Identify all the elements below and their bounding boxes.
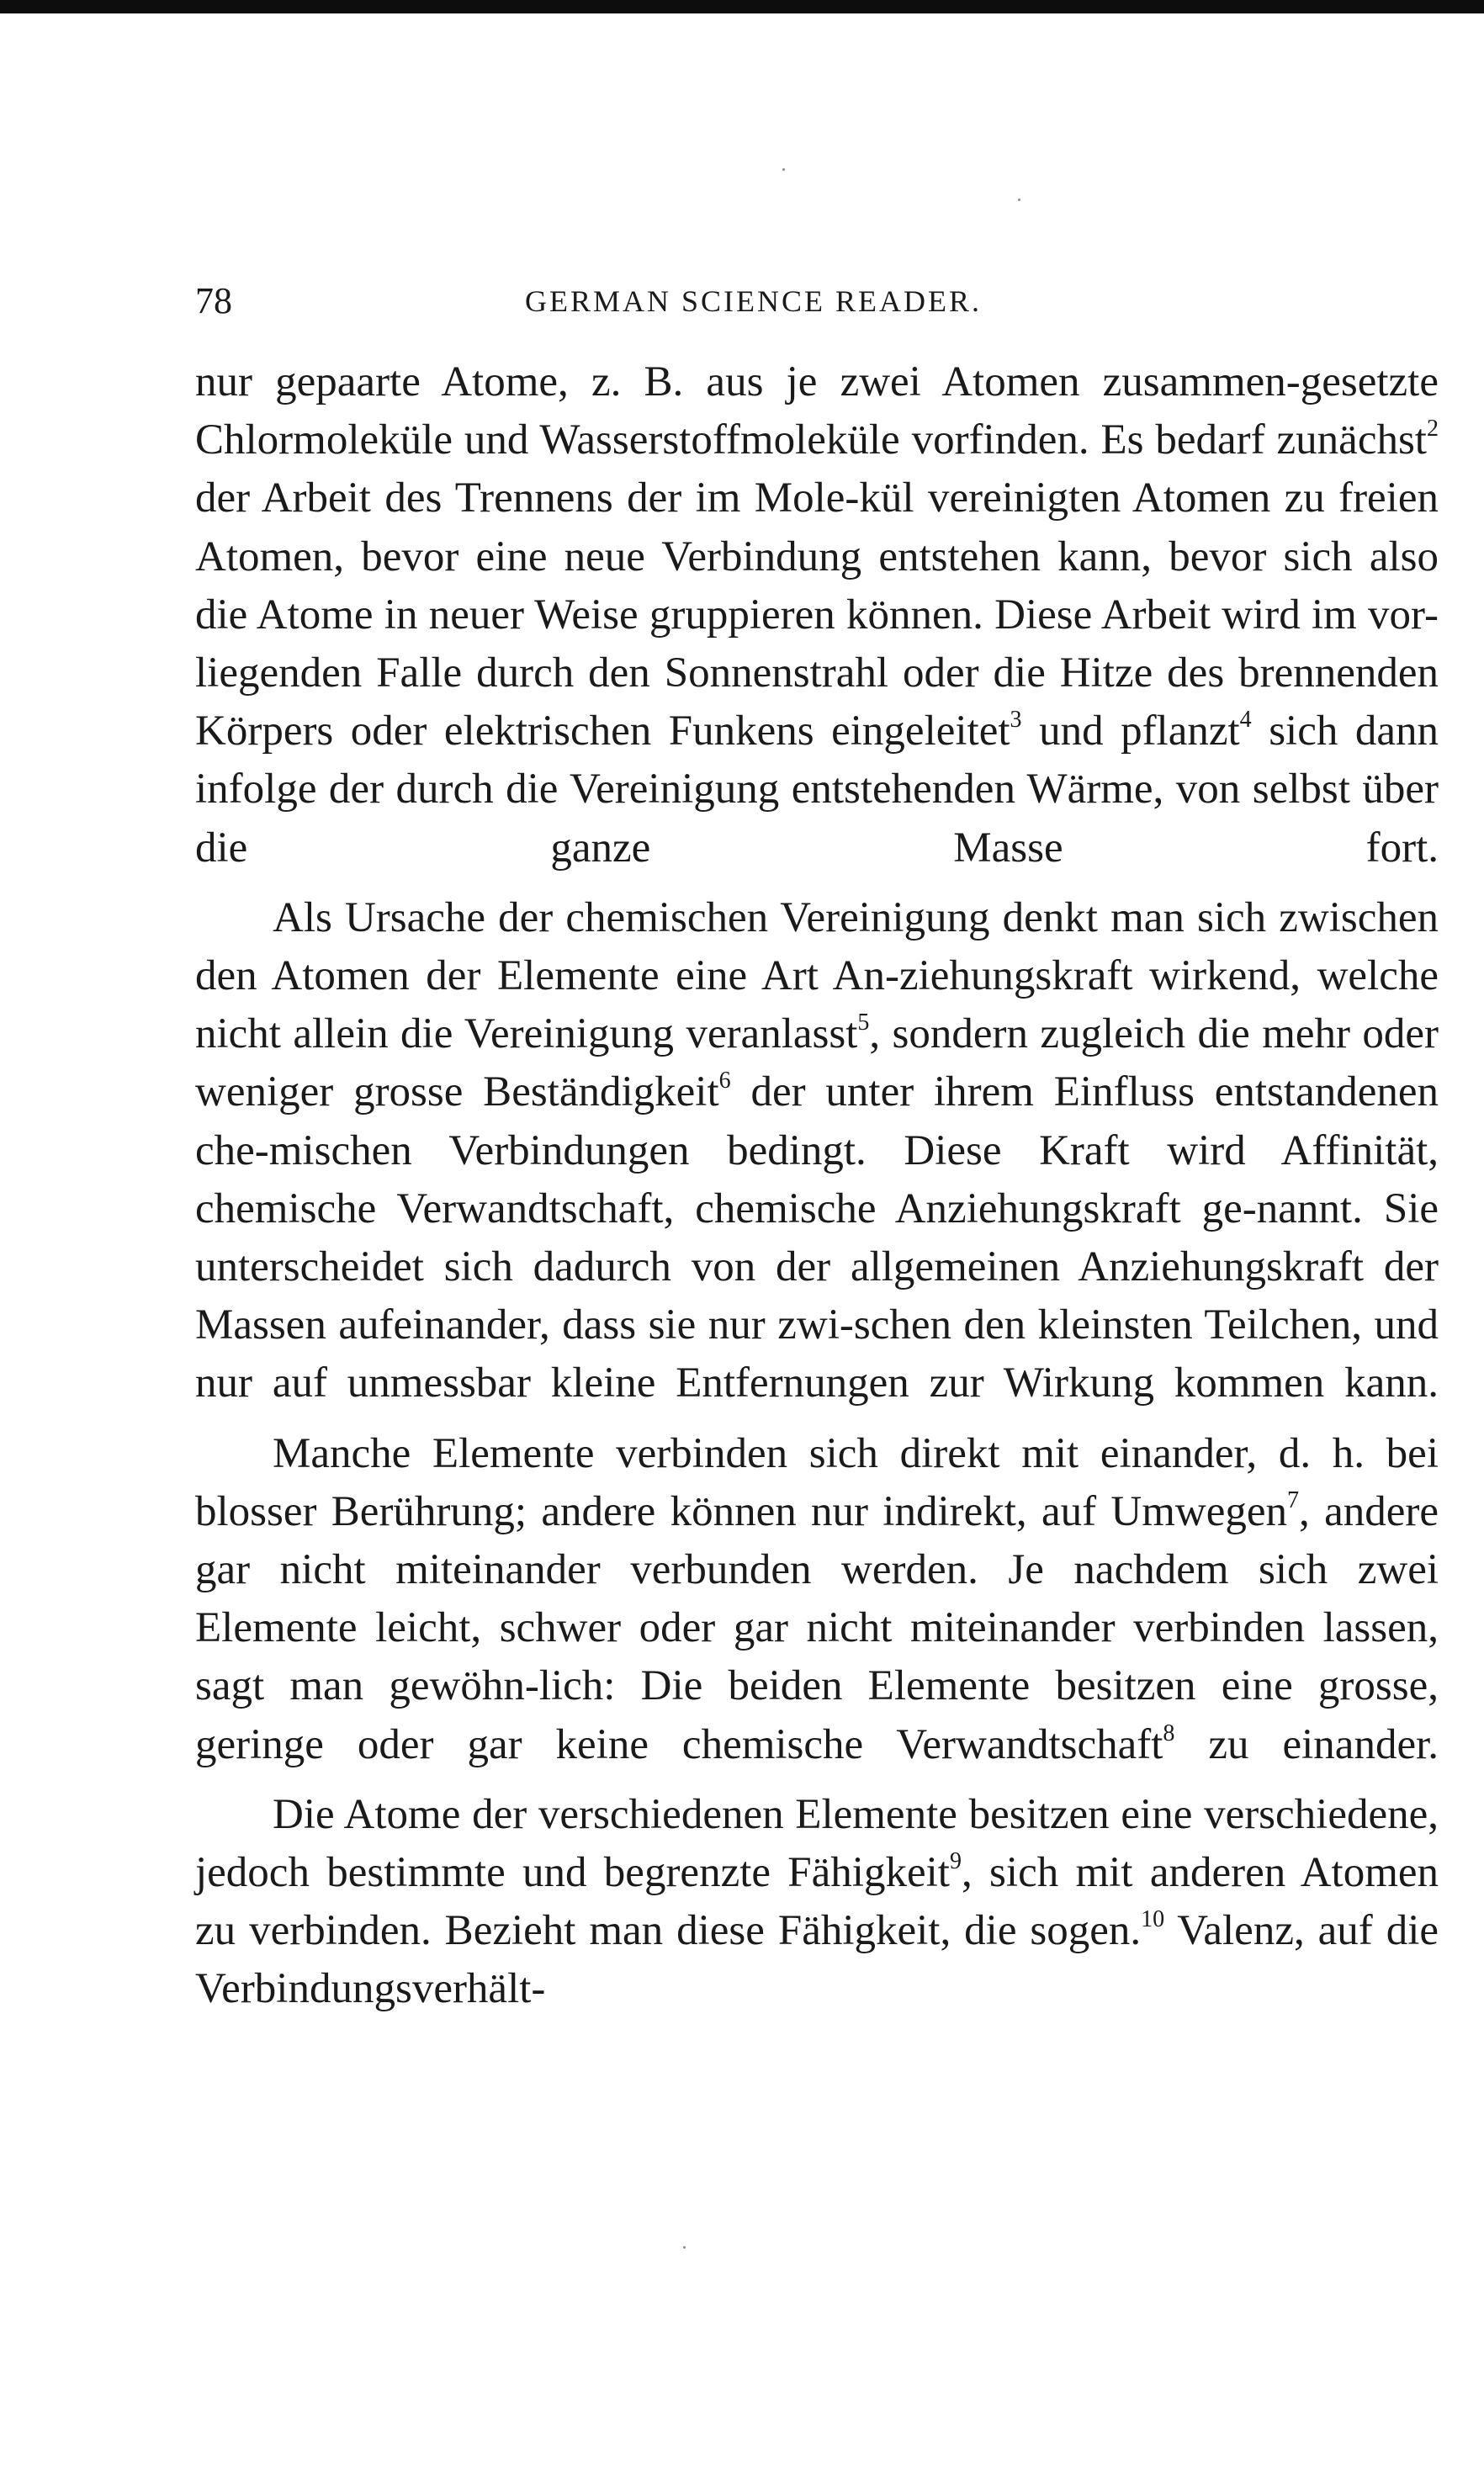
scan-speck: [782, 168, 785, 171]
text-run: der Arbeit des Trennens der im Mole-kül vereinigten Atomen zu freien Atomen, bevor eine neue Verbindung entstehen kann, bevor sich also die Atome in neuer Weise gruppieren können. Diese Arbeit wird im vor-liegenden Falle durch den Sonnenstrahl oder die Hitze des brennenden Körpers oder elektrischen Funkens eingeleitet: [195, 474, 1439, 755]
text-run: nur gepaarte Atome, z. B. aus je zwei Atomen zusammen-gesetzte Chlormoleküle und Wasserstoffmoleküle vorfinden. Es bedarf zunächst: [195, 358, 1439, 464]
scan-speck: [683, 2246, 686, 2249]
footnote-ref: 10: [1141, 1906, 1165, 1933]
footnote-ref: 7: [1287, 1486, 1300, 1513]
footnote-ref: 3: [1010, 707, 1022, 734]
text-run: sich dann infolge der durch die Vereinigung entstehenden Wärme, von selbst über die ganze Masse fort.: [195, 707, 1439, 872]
text-run: , andere gar nicht miteinander verbunden werden. Je nachdem sich zwei Elemente leicht, schwer oder gar nicht miteinander verbinden lassen, sagt man gewöhn-lich: Die beiden Elemente besitzen eine grosse, geringe oder gar keine chemische Verwandtschaft: [195, 1487, 1439, 1768]
footnote-ref: 4: [1239, 707, 1252, 734]
paragraph: [195, 889, 1439, 1413]
footnote-ref: 8: [1163, 1720, 1175, 1746]
scan-speck: [1018, 199, 1020, 201]
footnote-ref: 6: [718, 1068, 731, 1094]
text-run: Die Atome der verschiedenen Elemente besitzen eine verschiedene, jedoch bestimmte und begrenzte Fähigkeit: [195, 1790, 1439, 1897]
text-run: , sondern zugleich die mehr oder weniger grosse Beständigkeit: [195, 1010, 1439, 1116]
page-number: 78: [195, 280, 232, 321]
paragraph: [195, 353, 1439, 877]
text-run: der unter ihrem Einfluss entstandenen che-mischen Verbindungen bedingt. Diese Kraft wird Affinität, chemische Verwandtschaft, chemische Anziehungskraft ge-nannt. Sie unterscheidet sich dadurch von der allgemeinen Anziehungskraft der Massen aufeinander, dass sie nur zwi-schen den kleinsten Teilchen, und nur auf unmessbar kleine Entfernungen zur Wirkung kommen kann.: [195, 1068, 1439, 1407]
text-run: zu einander.: [1174, 1720, 1439, 1768]
text-run: Valenz, auf die Verbindungsverhält-: [195, 1907, 1439, 2013]
body-text: [195, 353, 1439, 2031]
top-scan-border: [0, 0, 1484, 13]
text-run: und pflanzt: [1021, 707, 1240, 755]
text-run: Als Ursache der chemischen Vereinigung denkt man sich zwischen den Atomen der Elemente eine Art An-ziehungskraft wirkend, welche nicht allein die Vereinigung veranlasst: [195, 893, 1439, 1058]
page-header: [195, 276, 1440, 326]
footnote-ref: 9: [949, 1848, 962, 1875]
footnote-ref: 2: [1426, 416, 1439, 442]
paragraph: [195, 1425, 1439, 1774]
paragraph: [195, 1786, 1439, 2019]
footnote-ref: 5: [857, 1009, 870, 1036]
text-run: , sich mit anderen Atomen zu verbinden. Bezieht man diese Fähigkeit, die sogen.: [195, 1849, 1439, 1955]
text-run: Manche Elemente verbinden sich direkt mit einander, d. h. bei blosser Berührung; andere können nur indirekt, auf Umwegen: [195, 1429, 1439, 1535]
running-head: GERMAN SCIENCE READER.: [525, 284, 983, 318]
